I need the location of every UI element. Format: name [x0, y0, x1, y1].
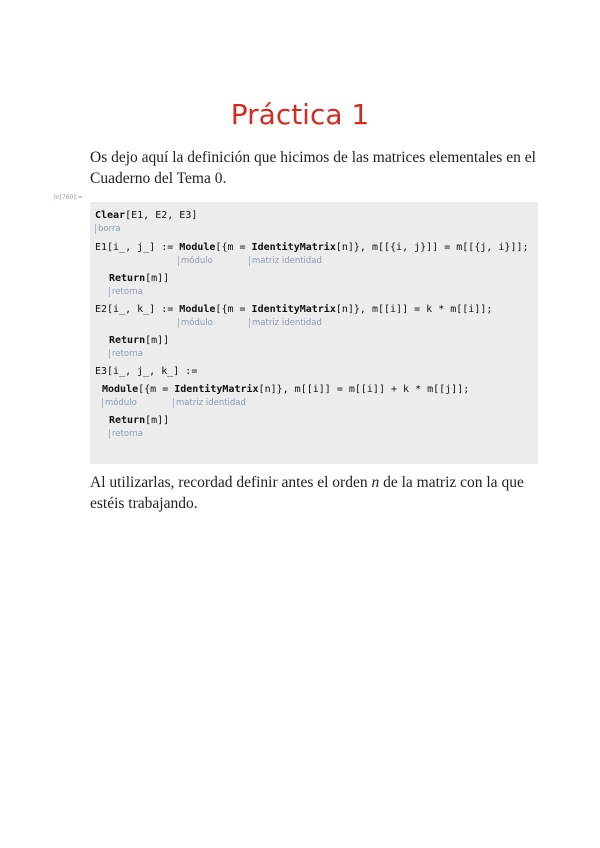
outro-text-start: Al utilizarlas, recordad definir antes el orden — [90, 474, 372, 491]
code-line-clear[interactable]: Clear[E1, E2, E3] — [95, 210, 198, 221]
hint-modulo-e2: módulo — [178, 318, 213, 328]
hint-modulo-e1: módulo — [178, 256, 213, 266]
code-line-e3-module[interactable]: Module[{m = IdentityMatrix[n]}, m[[i]] = m[[i]] + k * m[[j]]; — [102, 384, 470, 395]
page-title: Práctica 1 — [230, 98, 370, 131]
hint-borra: borra — [95, 224, 121, 234]
code-line-e1-return[interactable]: Return[m]] — [109, 273, 170, 284]
outro-paragraph — [90, 472, 540, 514]
hint-retorna-e2: retorna — [109, 349, 143, 359]
code-line-e3-head[interactable]: E3[i_, j_, k_] := — [95, 366, 198, 377]
hint-matriz-e2: matriz identidad — [249, 318, 322, 328]
hint-matriz-e3: matriz identidad — [173, 398, 246, 408]
outro-variable-n: n — [371, 474, 380, 491]
code-cell[interactable] — [90, 202, 538, 464]
code-line-e2-def[interactable]: E2[i_, k_] := Module[{m = IdentityMatrix[n]}, m[[i]] = k * m[[i]]; — [95, 304, 493, 315]
outro-text-end: de la matriz con la que estéis trabajando. — [90, 474, 524, 512]
hint-retorna-e1: retorna — [109, 287, 143, 297]
hint-retorna-e3: retorna — [109, 429, 143, 439]
code-line-e1-def[interactable]: E1[i_, j_] := Module[{m = IdentityMatrix[n]}, m[[{i, j}]] = m[[{j, i}]]; — [95, 242, 529, 253]
hint-modulo-e3: módulo — [102, 398, 137, 408]
code-line-e2-return[interactable]: Return[m]] — [109, 335, 170, 346]
cell-input-label: In[760]:= — [54, 194, 83, 201]
intro-paragraph: Os dejo aquí la definición que hicimos de las matrices elementales en el Cuaderno del Tema 0. — [90, 149, 536, 187]
code-line-e3-return[interactable]: Return[m]] — [109, 415, 170, 426]
hint-matriz-e1: matriz identidad — [249, 256, 322, 266]
